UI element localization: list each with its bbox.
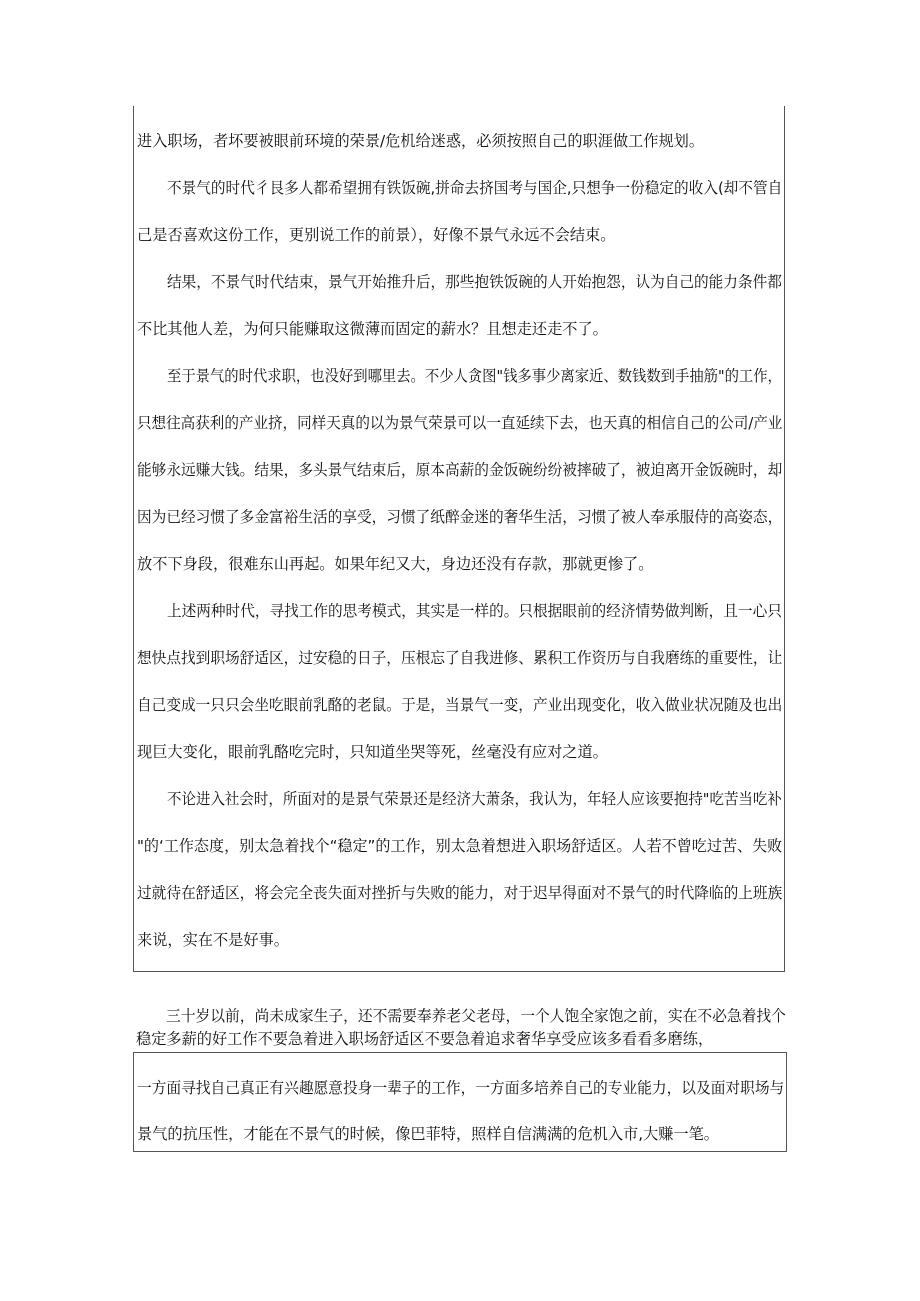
text-line: 现巨大变化，眼前乳酪吃完时，只知道坐哭等死，丝毫没有应对之道。	[137, 743, 608, 761]
text-line: 自己变成一只只会坐吃眼前乳酪的老鼠。于是，当景气一变，产业出现变化，收入做业状况随及也出	[137, 696, 783, 714]
paragraph-first-line: 不论进入社会时，所面对的是景气荣景还是经济大萧条，我认为，年轻人应该要抱持"吃苦当吃补	[167, 790, 782, 808]
paragraph-first-line: 三十岁以前，尚未成家生子，还不需要奉养老父老母，一个人饱全家饱之前，实在不必急着找个	[166, 1007, 786, 1025]
text-line: 一方面寻找自己真正有兴趣愿意投身一辈子的工作，一方面多培养自己的专业能力，以及面对职场与	[137, 1079, 785, 1097]
paragraph-first-line: 不景气的时代彳艮多人都希望拥有铁饭碗,拼命去挤国考与国企,只想争一份稳定的收入(却不管自	[167, 179, 783, 197]
text-line: 想快点找到职场舒适区，过安稳的日子，压根忘了自我进修、累积工作资历与自我磨练的重要性，让	[137, 649, 783, 667]
paragraph-first-line: 上述两种时代，寻找工作的思考模式，其实是一样的。只根据眼前的经济情势做判断，且一心只	[167, 602, 782, 620]
bordered-text-box-2	[133, 1052, 787, 1152]
text-line: 放不下身段，很难东山再起。如果年纪又大，身边还没有存款，那就更惨了。	[137, 555, 654, 573]
text-line: 过就待在舒适区，将会完全丧失面对挫折与失败的能力，对于迟早得面对不景气的时代降临的上班族	[137, 884, 783, 902]
text-line: 进入职场，者坏要被眼前环境的荣景/危机给迷惑，必须按照自己的职涯做工作规划。	[137, 132, 705, 150]
paragraph-first-line: 至于景气的时代求职，也没好到哪里去。不少人贪图"钱多事少离家近、数钱数到手抽筋"的工作，	[167, 367, 782, 385]
text-line: "的‘工作态度，别太急着找个“稳定”的工作，别太急着想进入职场舒适区。人若不曾吃过苦、失败	[137, 837, 783, 855]
paragraph-first-line: 结果，不景气时代结束，景气开始推升后，那些抱铁饭碗的人开始抱怨，认为自己的能力条件都	[167, 273, 782, 291]
text-line: 只想往高获利的产业挤，同样天真的以为景气荣景可以一直延续下去，也天真的相信自己的公司/产业	[137, 414, 783, 432]
text-line: 景气的抗压性，才能在不景气的时候，像巴菲特，照样自信满满的危机入市,大赚一笔。	[137, 1125, 719, 1143]
bordered-text-box-1	[133, 106, 785, 972]
text-line: 能够永远赚大钱。结果，多头景气结束后，原本高薪的金饭碗纷纷被摔破了，被迫离开金饭碗时，却	[137, 461, 783, 479]
text-line: 因为已经习惯了多金富裕生活的享受，习惯了纸醉金迷的奢华生活，习惯了被人奉承服侍的高姿态，	[137, 508, 783, 526]
text-line: 稳定多薪的好工作不要急着进入职场舒适区不要急着追求奢华享受应该多看看多磨练，	[136, 1030, 714, 1048]
text-line: 来说，实在不是好事。	[137, 931, 289, 949]
text-line: 己是否喜欢这份工作，更别说工作的前景），好像不景气永远不会结束。	[137, 226, 616, 244]
text-line: 不比其他人差，为何只能赚取这微薄而固定的薪水？且想走还走不了。	[137, 320, 608, 338]
